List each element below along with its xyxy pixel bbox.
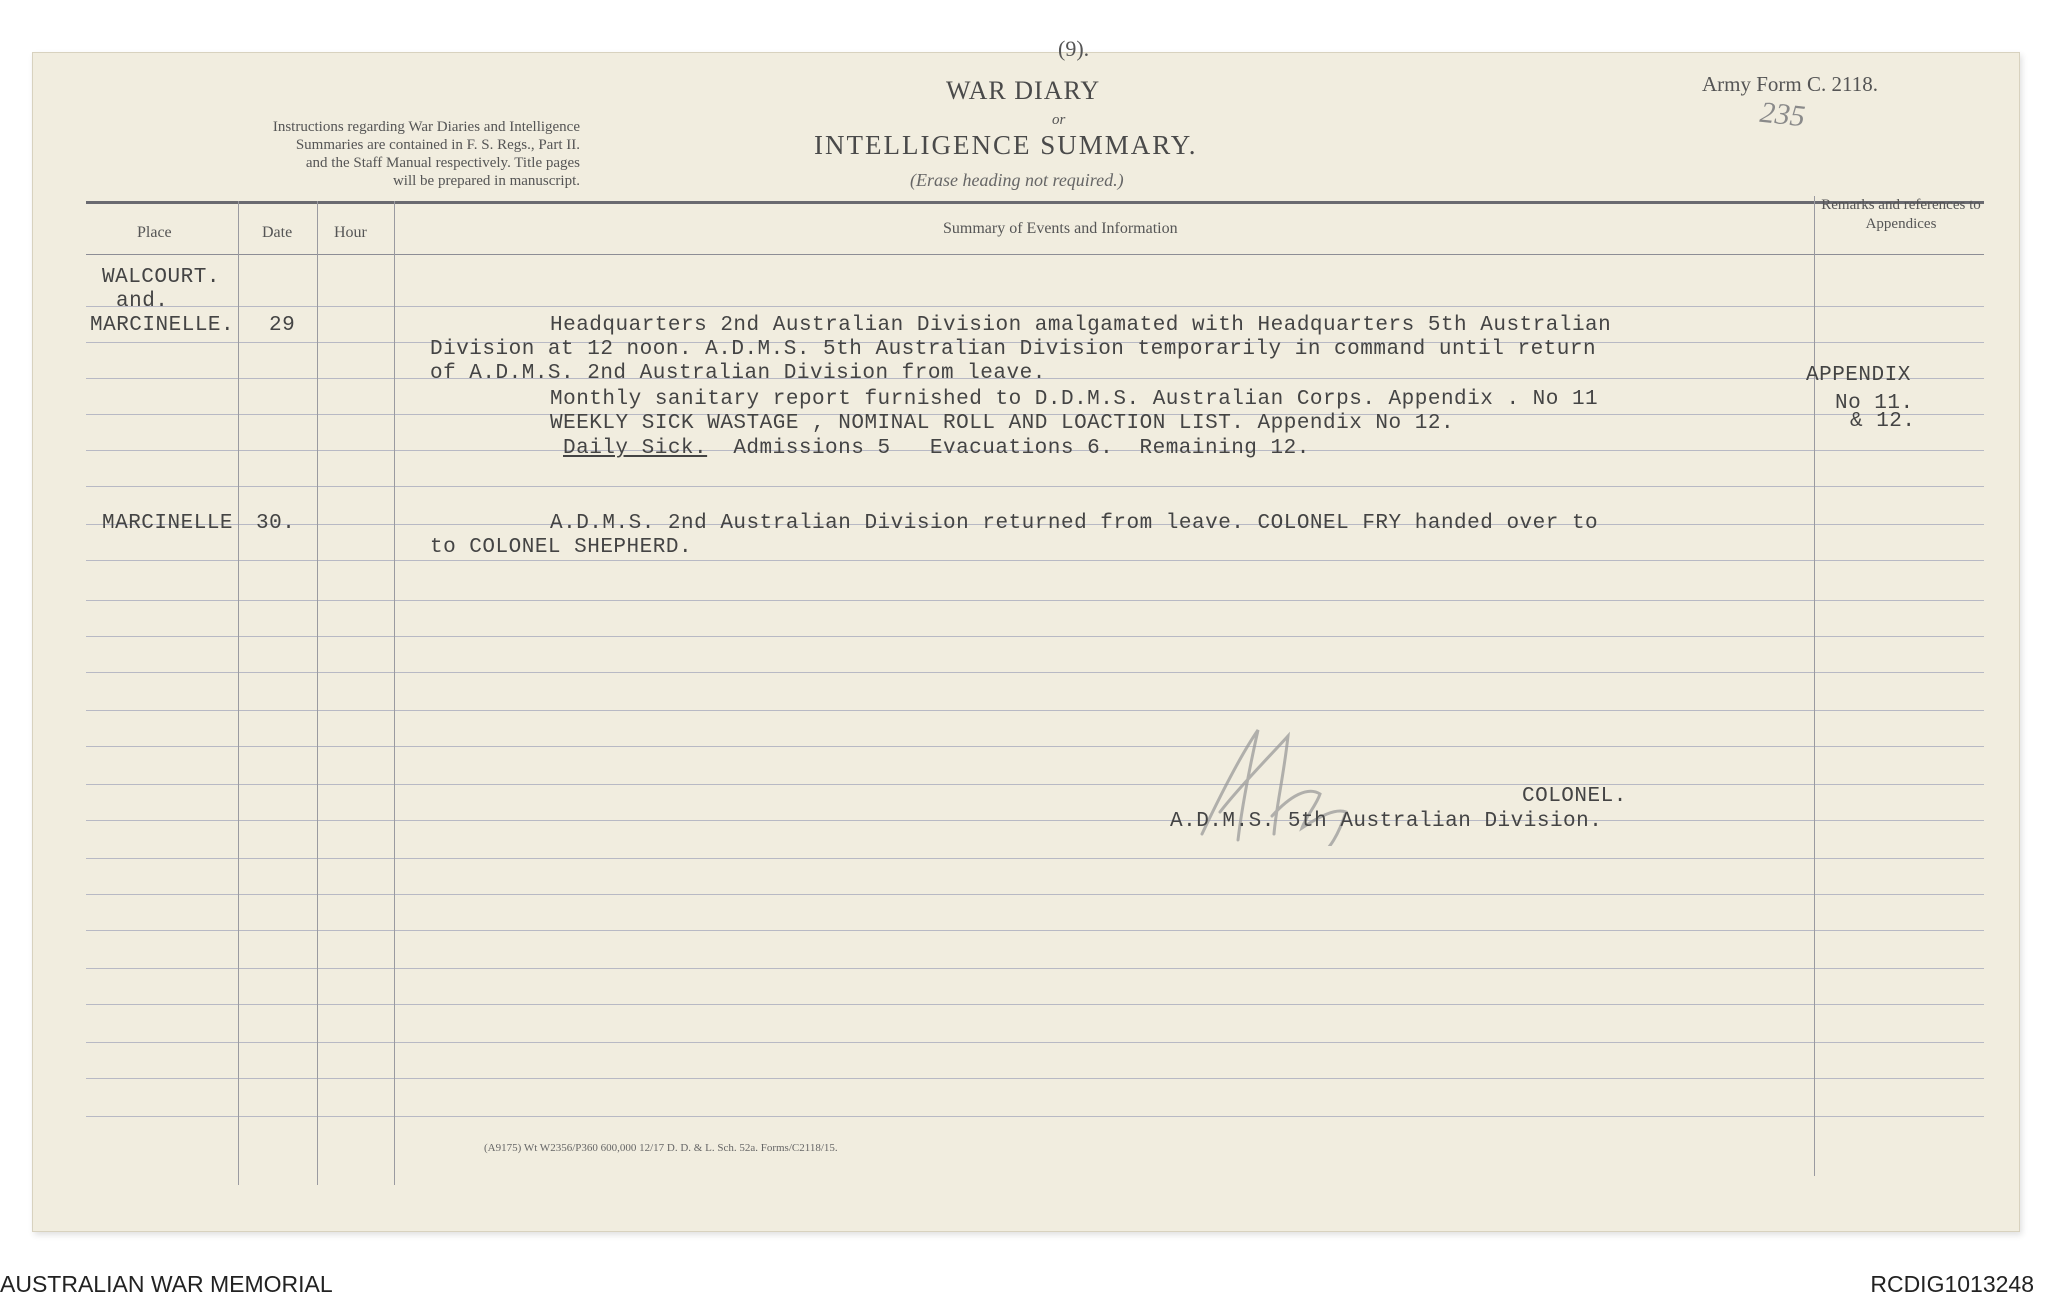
ruled-line (86, 1042, 1984, 1043)
column-header-date: Date (262, 224, 293, 241)
ruled-line (86, 746, 1984, 747)
column-divider-date (317, 201, 318, 1185)
ruled-line (86, 1078, 1984, 1079)
entry-summary-line: WEEKLY SICK WASTAGE , NOMINAL ROLL AND LOACTION LIST. Appendix No 12. (550, 412, 1455, 435)
ruled-line (86, 306, 1984, 307)
ruled-line (86, 894, 1984, 895)
ruled-line (86, 858, 1984, 859)
column-divider-summary (1814, 196, 1815, 1176)
daily-sick-line (563, 437, 1310, 460)
remarks-line: APPENDIX (1806, 364, 1911, 387)
entry-place-line: MARCINELLE. (90, 314, 235, 337)
column-header-hour: Hour (334, 224, 367, 241)
entry-summary-line: Headquarters 2nd Australian Division amalgamated with Headquarters 5th Australian (550, 314, 1612, 337)
daily-sick-figures: Admissions 5 Evacuations 6. Remaining 12. (707, 437, 1310, 460)
entry-summary-line: Monthly sanitary report furnished to D.D.M.S. Australian Corps. Appendix . No 11 (550, 388, 1599, 411)
signature-title: A.D.M.S. 5th Australian Division. (1170, 810, 1603, 833)
daily-sick-label: Daily Sick. (563, 437, 708, 460)
instructions-line: Instructions regarding War Diaries and Intelligence (272, 119, 580, 135)
printer-imprint: (A9175) Wt W2356/P360 600,000 12/17 D. D. & L. Sch. 52a. Forms/C2118/15. (484, 1142, 838, 1154)
entry-place-line: and. (116, 290, 169, 313)
ruled-line (86, 968, 1984, 969)
header-rule (86, 201, 1984, 204)
ruled-line (86, 930, 1984, 931)
army-form-label: Army Form C. 2118. (1702, 72, 1878, 96)
handwritten-page-number: 235 (1758, 95, 1807, 134)
ruled-line (86, 1004, 1984, 1005)
ruled-line (86, 672, 1984, 673)
remarks-line: & 12. (1850, 410, 1916, 433)
entry-place: MARCINELLE (102, 512, 234, 535)
column-divider-place (238, 201, 239, 1185)
title-intelligence-summary: INTELLIGENCE SUMMARY. (814, 130, 1198, 160)
entry-summary-line: A.D.M.S. 2nd Australian Division returned from leave. COLONEL FRY handed over to (550, 512, 1599, 535)
entry-place-line: WALCOURT. (102, 266, 220, 289)
column-header-summary: Summary of Events and Information (943, 220, 1178, 237)
remarks-line: No 11. (1835, 392, 1914, 415)
entry-date: 29 (269, 314, 296, 337)
ruled-line (86, 600, 1984, 601)
instructions-line: will be prepared in manuscript. (392, 173, 580, 189)
signature-rank: COLONEL. (1522, 785, 1627, 808)
entry-date: 30. (256, 512, 296, 535)
title-war-diary: WAR DIARY (946, 76, 1101, 105)
ruled-line (86, 710, 1984, 711)
entry-summary-line: Division at 12 noon. A.D.M.S. 5th Australian Division temporarily in command until return (430, 338, 1597, 361)
ruled-line (86, 820, 1984, 821)
column-header-rule (86, 254, 1984, 255)
instructions-line: Summaries are contained in F. S. Regs., Part II. (295, 137, 580, 153)
footer-archive-name: AUSTRALIAN WAR MEMORIAL (0, 1271, 333, 1297)
ruled-line (86, 1116, 1984, 1117)
footer-record-id: RCDIG1013248 (1870, 1271, 2034, 1297)
instructions-block (120, 118, 580, 190)
column-header-remarks: Remarks and references to Appendices (1821, 197, 1981, 232)
entry-summary-line: of A.D.M.S. 2nd Australian Division from leave. (430, 362, 1046, 385)
ruled-line (86, 784, 1984, 785)
erase-note: (Erase heading not required.) (910, 170, 1124, 190)
title-or: or (1052, 112, 1066, 128)
column-divider-hour (394, 201, 395, 1185)
page-number: (9). (1058, 36, 1090, 61)
ruled-line (86, 486, 1984, 487)
ruled-line (86, 560, 1984, 561)
entry-summary-line: to COLONEL SHEPHERD. (430, 536, 693, 559)
column-header-place: Place (137, 224, 172, 241)
instructions-line: and the Staff Manual respectively. Title pages (305, 155, 580, 171)
ruled-line (86, 636, 1984, 637)
